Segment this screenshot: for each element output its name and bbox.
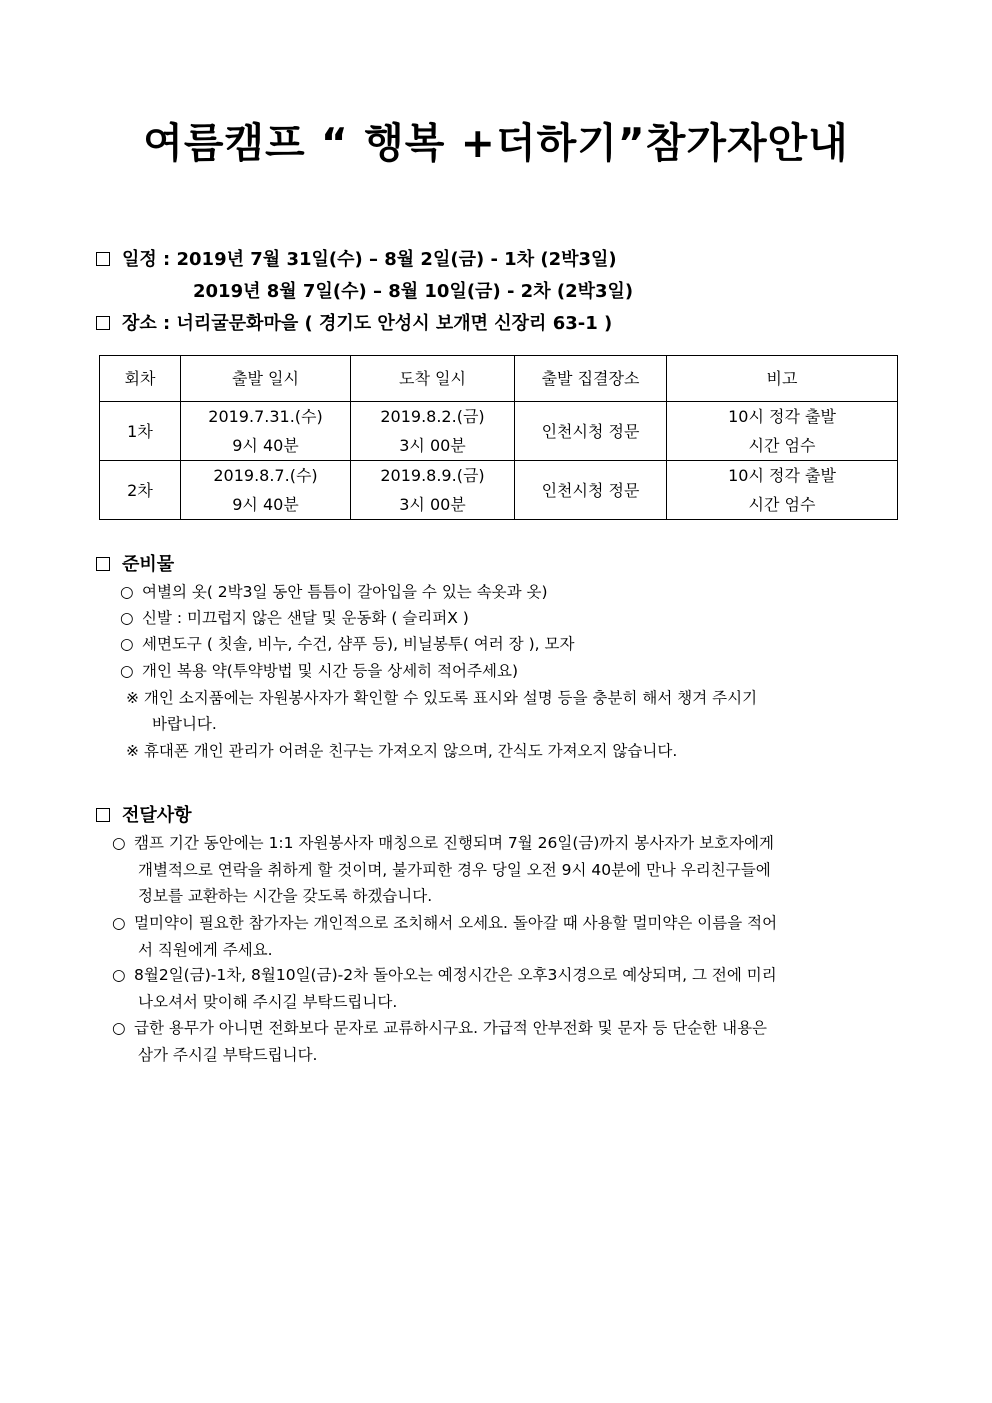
place-text: 장소 : 너리굴문화마을 ( 경기도 안성시 보개면 신장리 63-1 )	[122, 313, 613, 334]
cell-depart	[181, 402, 351, 461]
notice-text: 나오셔서 맞이해 주시길 부탁드립니다.	[138, 992, 398, 1011]
notice-text: 삼가 주시길 부탁드립니다.	[138, 1045, 318, 1064]
list-item	[120, 631, 574, 658]
list-item-text: 여별의 옷( 2박3일 동안 틈틈이 갈아입을 수 있는 속옷과 옷)	[142, 583, 548, 601]
bullet-circle-icon: ○	[120, 609, 134, 627]
note-line-1: 10시 정각 출발	[728, 407, 836, 426]
notice-text: 개별적으로 연락을 취하게 할 것이며, 불가피한 경우 당일 오전 9시 40분에 만나 우리친구들에	[138, 860, 771, 879]
table-header-row	[100, 356, 898, 402]
note-line-1: 10시 정각 출발	[728, 466, 836, 485]
note-line-2: 시간 엄수	[748, 495, 816, 514]
checkbox-square-icon	[96, 316, 110, 330]
cell-meeting: 인천시청 정문	[515, 461, 667, 520]
schedule-line-2: 2019년 8월 7일(수) – 8월 10일(금) - 2차 (2박3일)	[193, 281, 634, 302]
cell-note	[667, 461, 898, 520]
table-row	[100, 402, 898, 461]
prep-heading-text: 준비물	[122, 554, 175, 575]
bullet-circle-icon: ○	[120, 662, 134, 680]
notice-text: 서 직원에게 주세요.	[138, 940, 273, 959]
cell-arrive	[351, 402, 515, 461]
cell-round: 2차	[100, 461, 181, 520]
cell-meeting: 인천시청 정문	[515, 402, 667, 461]
note-line-2: 시간 엄수	[748, 436, 816, 455]
bullet-circle-icon: ○	[112, 1019, 126, 1037]
cell-round: 1차	[100, 402, 181, 461]
bullet-circle-icon: ○	[120, 635, 134, 653]
header-note: 비고	[667, 356, 898, 402]
arrive-date: 2019.8.2.(금)	[380, 407, 485, 426]
notice-text: 캠프 기간 동안에는 1:1 자원봉사자 매칭으로 진행되며 7월 26일(금)까지 봉사자가 보호자에게	[134, 834, 774, 852]
bullet-circle-icon: ○	[112, 966, 126, 984]
schedule-table	[99, 355, 898, 520]
checkbox-square-icon	[96, 557, 110, 571]
header-depart: 출발 일시	[181, 356, 351, 402]
depart-time: 9시 40분	[232, 495, 299, 514]
list-item	[112, 1015, 902, 1068]
list-item-text: 세면도구 ( 칫솔, 비누, 수건, 샴푸 등), 비닐봉투( 여러 장 ), 모자	[142, 635, 575, 653]
place-line	[96, 309, 612, 335]
bullet-circle-icon: ○	[112, 914, 126, 932]
header-arrive: 도착 일시	[351, 356, 515, 402]
list-item	[120, 658, 518, 685]
checkbox-square-icon	[96, 252, 110, 266]
notice-heading	[96, 801, 192, 827]
list-item-text: 개인 복용 약(투약방법 및 시간 등을 상세히 적어주세요)	[142, 662, 518, 680]
cell-depart	[181, 461, 351, 520]
arrive-time: 3시 00분	[399, 495, 466, 514]
depart-time: 9시 40분	[232, 436, 299, 455]
cell-arrive	[351, 461, 515, 520]
list-item	[120, 579, 548, 606]
list-item	[112, 830, 902, 910]
page-title: 여름캠프 “ 행복 +더하기”참가자안내	[143, 119, 849, 167]
arrive-time: 3시 00분	[399, 436, 466, 455]
prep-note-2: ※ 휴대폰 개인 관리가 어려운 친구는 가져오지 않으며, 간식도 가져오지 않습니다.	[126, 742, 678, 760]
list-item-text: 신발 : 미끄럽지 않은 샌달 및 운동화 ( 슬리퍼X )	[142, 609, 469, 627]
list-item	[120, 605, 469, 632]
checkbox-square-icon	[96, 808, 110, 822]
bullet-circle-icon: ○	[112, 834, 126, 852]
notice-heading-text: 전달사항	[122, 805, 192, 826]
schedule-line-1	[96, 245, 617, 271]
cell-note	[667, 402, 898, 461]
prep-note-1-cont: 바랍니다.	[152, 715, 217, 733]
header-meeting: 출발 집결장소	[515, 356, 667, 402]
prep-note-1: ※ 개인 소지품에는 자원봉사자가 확인할 수 있도록 표시와 설명 등을 충분히 해서 챙겨 주시기	[126, 689, 758, 707]
notice-text: 정보를 교환하는 시간을 갖도록 하겠습니다.	[138, 887, 433, 905]
depart-date: 2019.7.31.(수)	[208, 407, 323, 426]
schedule-text-1: 일정 : 2019년 7월 31일(수) – 8월 2일(금) - 1차 (2박3일)	[122, 249, 617, 270]
arrive-date: 2019.8.9.(금)	[380, 466, 485, 485]
list-item	[112, 910, 902, 963]
header-round: 회차	[100, 356, 181, 402]
notice-text: 멀미약이 필요한 참가자는 개인적으로 조치해서 오세요. 돌아갈 때 사용할 멀미약은 이름을 적어	[134, 914, 778, 932]
prep-heading	[96, 550, 174, 576]
list-item	[112, 962, 902, 1015]
notice-text: 8월2일(금)-1차, 8월10일(금)-2차 돌아오는 예정시간은 오후3시경으로 예상되며, 그 전에 미리	[134, 966, 777, 984]
table-row	[100, 461, 898, 520]
bullet-circle-icon: ○	[120, 583, 134, 601]
depart-date: 2019.8.7.(수)	[213, 466, 318, 485]
notice-text: 급한 용무가 아니면 전화보다 문자로 교류하시구요. 가급적 안부전화 및 문자 등 단순한 내용은	[134, 1019, 768, 1037]
